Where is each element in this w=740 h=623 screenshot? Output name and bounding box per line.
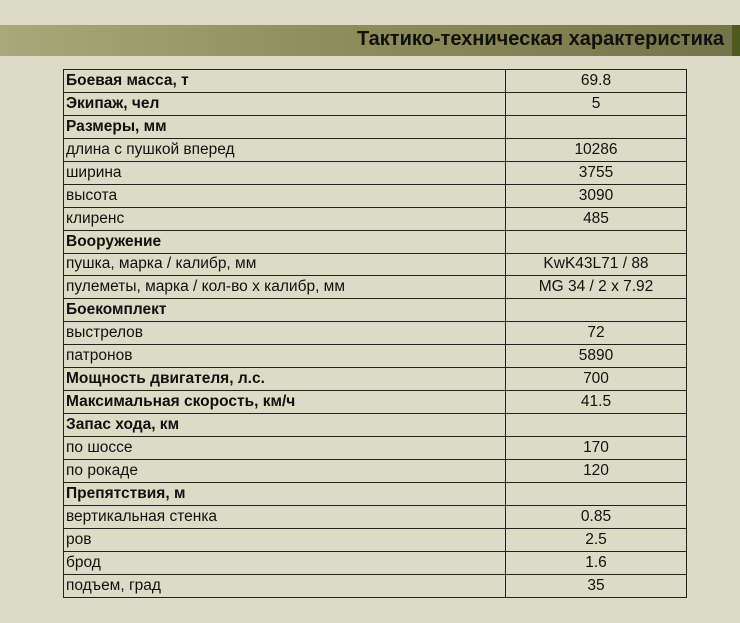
table-row [64, 437, 687, 460]
spec-value: 5 [506, 92, 687, 115]
spec-label: Боевая масса, т [64, 70, 506, 93]
table-row [64, 138, 687, 161]
spec-value: 0.85 [506, 505, 687, 528]
spec-label: высота [64, 184, 506, 207]
table-row [64, 505, 687, 528]
table-row [64, 391, 687, 414]
table-row [64, 322, 687, 345]
table-row [64, 414, 687, 437]
spec-label: Боекомплект [64, 299, 506, 322]
table-row [64, 161, 687, 184]
table-row [64, 574, 687, 597]
spec-value: 5890 [506, 345, 687, 368]
spec-label: Мощность двигателя, л.с. [64, 368, 506, 391]
spec-label: пушка, марка / калибр, мм [64, 253, 506, 276]
spec-value: 170 [506, 437, 687, 460]
table-row [64, 230, 687, 253]
table-row [64, 368, 687, 391]
table-row [64, 207, 687, 230]
spec-label: подъем, град [64, 574, 506, 597]
spec-label: по шоссе [64, 437, 506, 460]
header-bar [0, 25, 740, 56]
spec-value [506, 299, 687, 322]
spec-label: Вооружение [64, 230, 506, 253]
table-row [64, 70, 687, 93]
spec-value: 485 [506, 207, 687, 230]
spec-value: 700 [506, 368, 687, 391]
spec-value: 72 [506, 322, 687, 345]
spec-label: ров [64, 528, 506, 551]
spec-label: по рокаде [64, 459, 506, 482]
spec-label: выстрелов [64, 322, 506, 345]
table-row [64, 92, 687, 115]
table-row [64, 345, 687, 368]
spec-value [506, 230, 687, 253]
spec-label: пулеметы, марка / кол-во х калибр, мм [64, 276, 506, 299]
spec-value [506, 414, 687, 437]
spec-label: Максимальная скорость, км/ч [64, 391, 506, 414]
spec-table-body [64, 70, 687, 598]
spec-label: патронов [64, 345, 506, 368]
table-row [64, 253, 687, 276]
table-row [64, 184, 687, 207]
table-row [64, 459, 687, 482]
table-row [64, 299, 687, 322]
table-row [64, 551, 687, 574]
spec-label: брод [64, 551, 506, 574]
spec-label: Запас хода, км [64, 414, 506, 437]
spec-value: MG 34 / 2 x 7.92 [506, 276, 687, 299]
spec-label: ширина [64, 161, 506, 184]
spec-value: 35 [506, 574, 687, 597]
spec-value: 120 [506, 459, 687, 482]
spec-value: 41.5 [506, 391, 687, 414]
spec-value: 69.8 [506, 70, 687, 93]
table-row [64, 276, 687, 299]
spec-label: Размеры, мм [64, 115, 506, 138]
spec-table [63, 69, 687, 598]
table-row [64, 115, 687, 138]
header-accent [732, 25, 740, 56]
spec-value: 3755 [506, 161, 687, 184]
spec-value [506, 482, 687, 505]
spec-label: вертикальная стенка [64, 505, 506, 528]
spec-value: 2.5 [506, 528, 687, 551]
table-row [64, 482, 687, 505]
spec-label: Экипаж, чел [64, 92, 506, 115]
spec-value: KwK43L71 / 88 [506, 253, 687, 276]
spec-label: длина с пушкой вперед [64, 138, 506, 161]
spec-value: 3090 [506, 184, 687, 207]
spec-label: клиренс [64, 207, 506, 230]
page-title: Тактико-техническая характеристика [356, 28, 724, 50]
spec-value: 1.6 [506, 551, 687, 574]
spec-value: 10286 [506, 138, 687, 161]
spec-label: Препятствия, м [64, 482, 506, 505]
table-row [64, 528, 687, 551]
spec-value [506, 115, 687, 138]
